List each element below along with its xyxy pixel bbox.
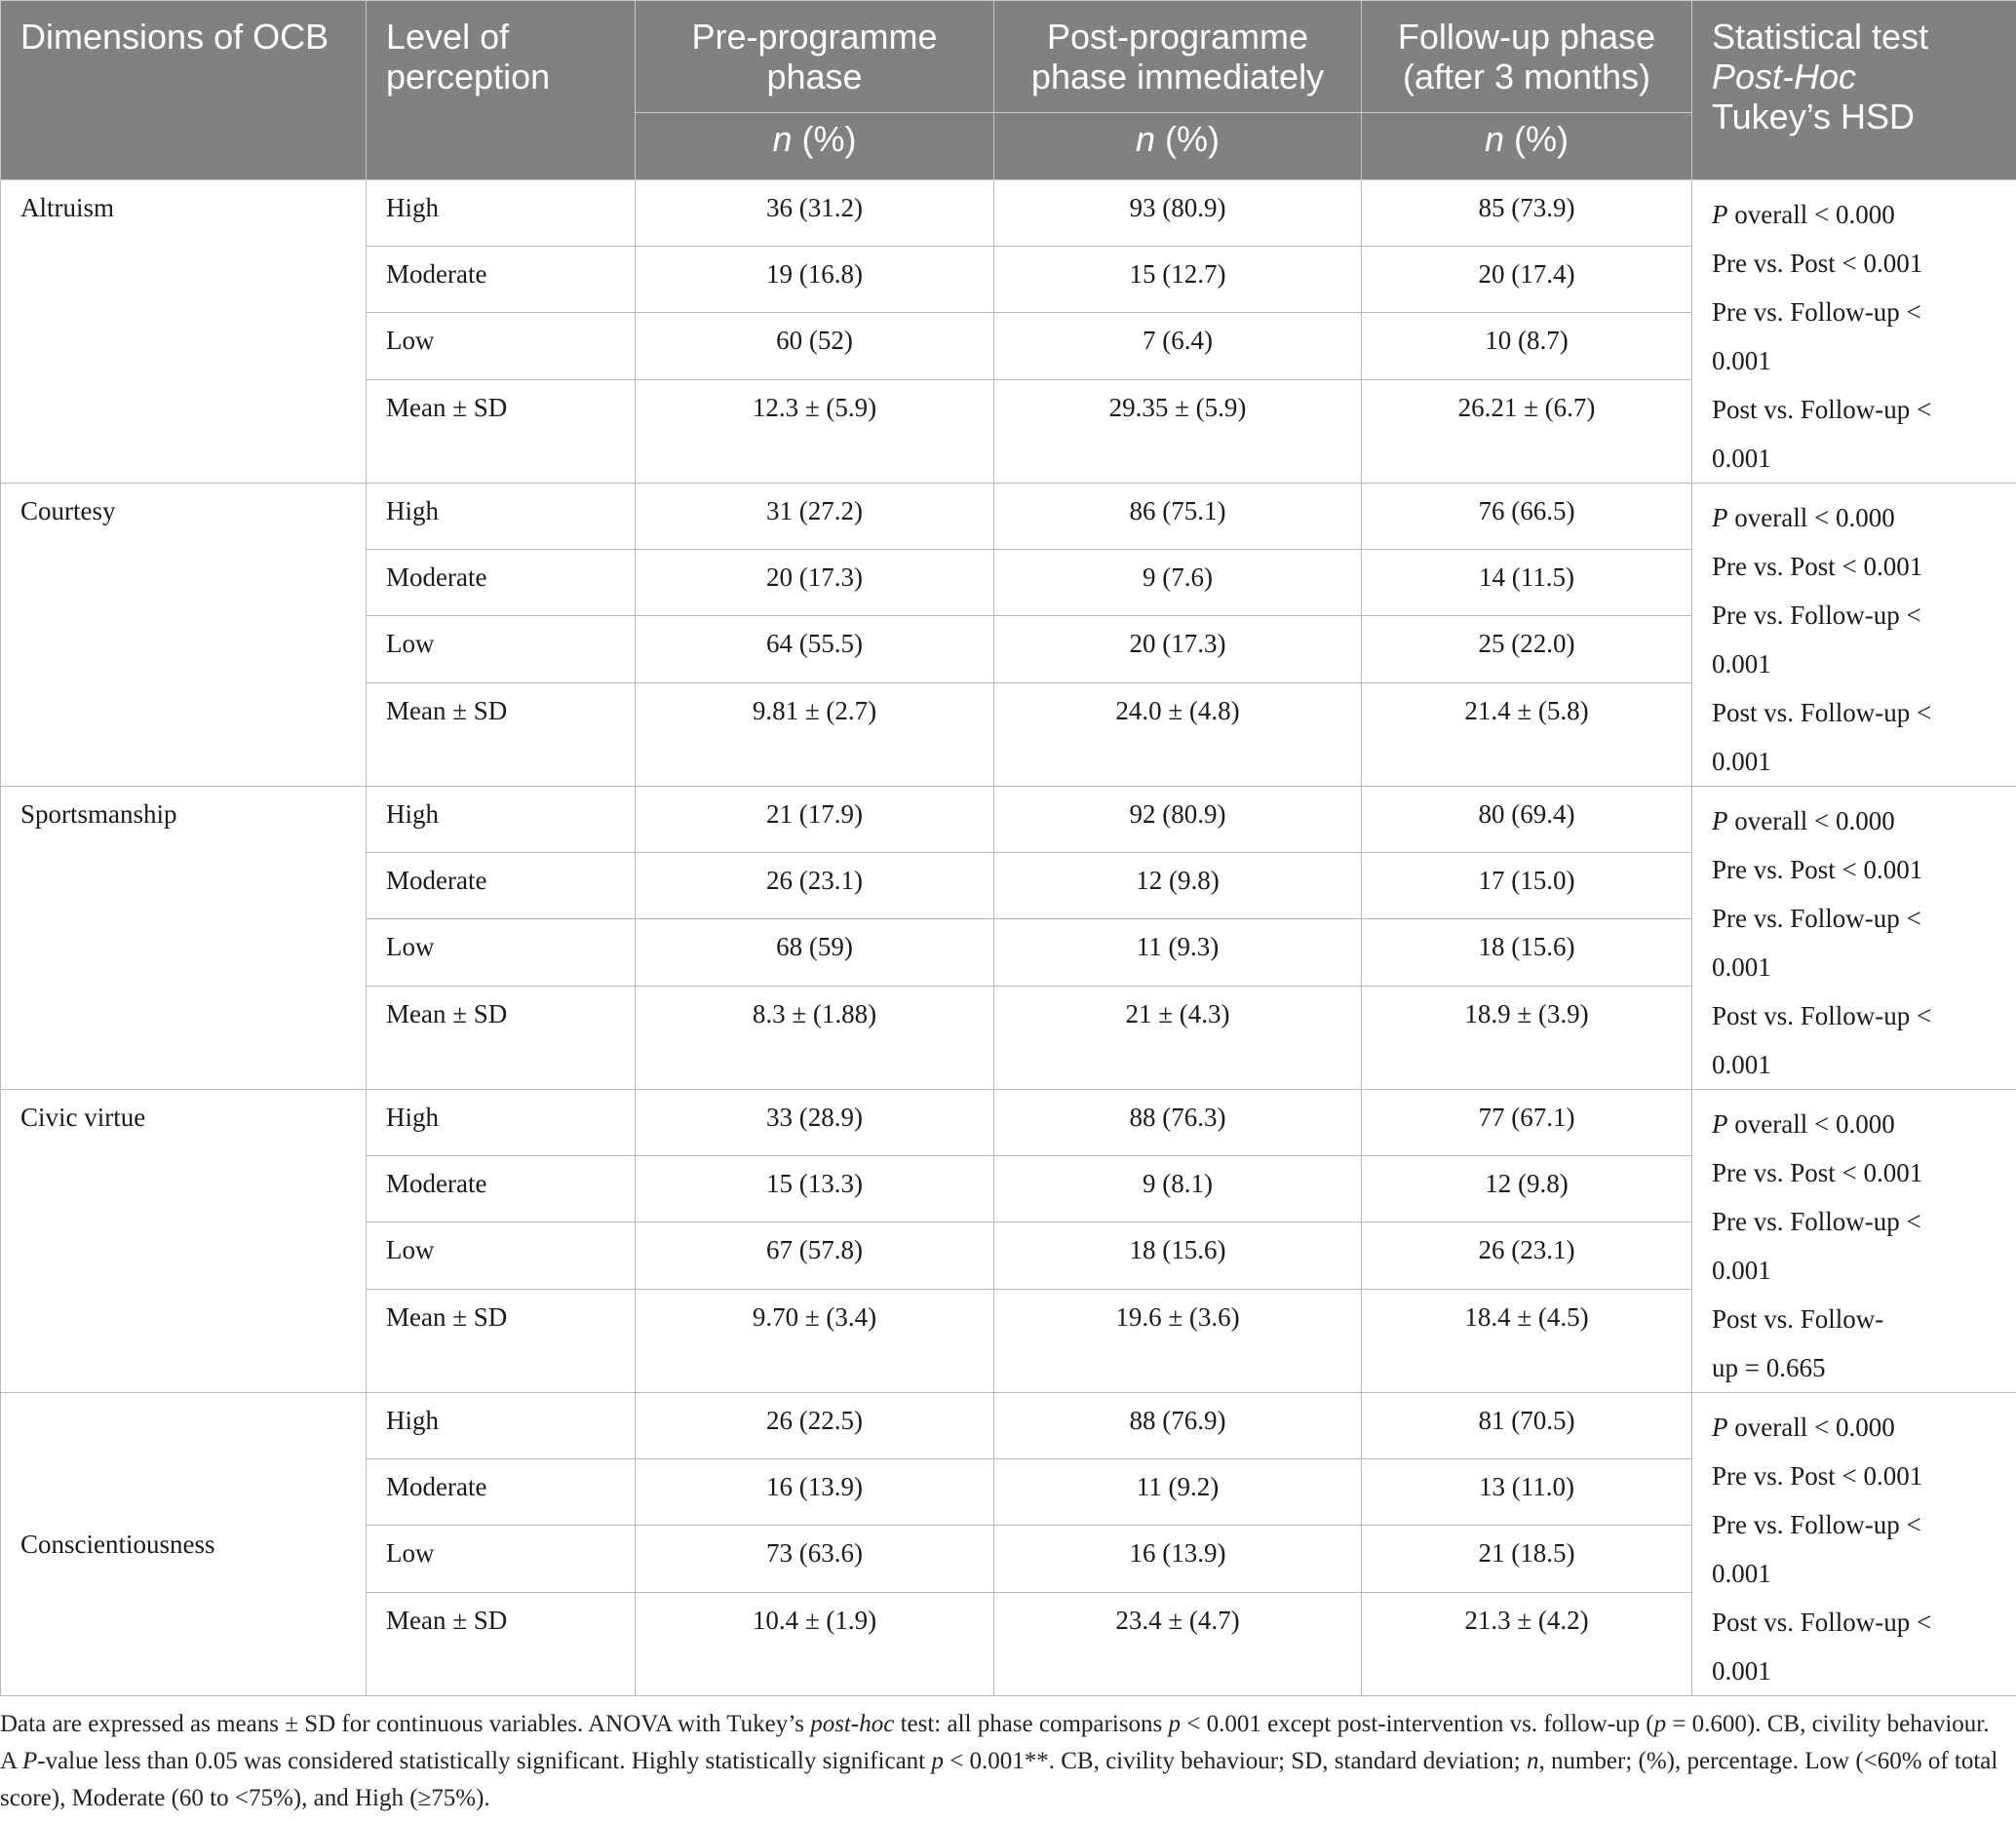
stat-line: 0.001 [1712,346,1771,375]
stat-test-cell [1692,1393,2016,1696]
level-cell: High [367,180,636,247]
stat-line [1712,1403,2002,1452]
stat-line-text: overall < 0.000 [1727,503,1895,532]
follow-value-cell: 81 (70.5) [1362,1393,1692,1459]
p-symbol: P [1712,1109,1728,1139]
footnote-text: = 0.600). CB, civility behaviour. A [0,1711,1990,1774]
pre-value-cell: 73 (63.6) [636,1526,994,1592]
pre-value-cell: 9.70 ± (3.4) [636,1289,994,1392]
pre-value-cell: 15 (13.3) [636,1156,994,1222]
stat-line-text: overall < 0.000 [1727,200,1895,229]
table-row [1,1393,2016,1459]
stat-line: Pre vs. Follow-up < [1712,297,1921,327]
table-body [1,180,2016,1696]
level-cell: Mean ± SD [367,379,636,483]
stat-line: Post vs. Follow-up < [1712,1608,1932,1637]
post-value-cell: 24.0 ± (4.8) [994,682,1362,786]
dimension-cell: Civic virtue [1,1090,367,1393]
stat-line-text: overall < 0.000 [1727,806,1895,835]
n-label: n [1135,119,1156,159]
follow-value-cell: 10 (8.7) [1362,313,1692,379]
stat-line: 0.001 [1712,444,1771,473]
follow-value-cell: 85 (73.9) [1362,180,1692,247]
follow-value-cell: 12 (9.8) [1362,1156,1692,1222]
post-value-cell: 11 (9.2) [994,1459,1362,1526]
post-value-cell: 11 (9.3) [994,919,1362,986]
post-value-cell: 15 (12.7) [994,247,1362,313]
follow-value-cell: 21.3 ± (4.2) [1362,1592,1692,1695]
stat-line: 0.001 [1712,649,1771,678]
stat-line: 0.001 [1712,1050,1771,1079]
table-row [1,180,2016,247]
post-value-cell: 7 (6.4) [994,313,1362,379]
header-dimensions: Dimensions of OCB [1,1,367,180]
post-value-cell: 92 (80.9) [994,787,1362,853]
stat-line: 0.001 [1712,952,1771,982]
footnote-italic: p [1168,1711,1182,1737]
pre-value-cell: 36 (31.2) [636,180,994,247]
stat-line: Pre vs. Follow-up < [1712,904,1921,933]
n-label: n [772,119,793,159]
pre-value-cell: 20 (17.3) [636,550,994,616]
level-cell: Mean ± SD [367,682,636,786]
follow-value-cell: 77 (67.1) [1362,1090,1692,1156]
stat-line: Pre vs. Follow-up < [1712,1510,1921,1539]
dimension-cell: Courtesy [1,484,367,787]
stat-line: Pre vs. Post < 0.001 [1712,1158,1923,1187]
stat-line: Pre vs. Post < 0.001 [1712,249,1923,278]
level-cell: Mean ± SD [367,1592,636,1695]
level-cell: High [367,1393,636,1459]
post-value-cell: 18 (15.6) [994,1222,1362,1289]
level-cell: Low [367,313,636,379]
post-value-cell: 12 (9.8) [994,853,1362,919]
stat-test-cell [1692,180,2016,484]
follow-value-cell: 21.4 ± (5.8) [1362,682,1692,786]
p-symbol: P [1712,806,1728,835]
n-label: n [1484,119,1505,159]
post-value-cell: 88 (76.9) [994,1393,1362,1459]
header-stat-line3: Tukey’s HSD [1712,97,1916,136]
level-cell: Mean ± SD [367,986,636,1089]
table-row [1,1090,2016,1156]
post-value-cell: 23.4 ± (4.7) [994,1592,1362,1695]
level-cell: High [367,1090,636,1156]
post-value-cell: 20 (17.3) [994,616,1362,682]
level-cell: Low [367,919,636,986]
follow-value-cell: 76 (66.5) [1362,484,1692,550]
header-level: Level of perception [367,1,636,180]
pre-value-cell: 31 (27.2) [636,484,994,550]
stat-line [1712,1100,2002,1148]
post-value-cell: 19.6 ± (3.6) [994,1289,1362,1392]
header-pre: Pre-programme phase [636,1,994,113]
footnote-italic: post-hoc [810,1711,895,1737]
pre-value-cell: 68 (59) [636,919,994,986]
level-cell: Moderate [367,247,636,313]
stat-test-cell [1692,484,2016,787]
p-symbol: P [1712,503,1728,532]
follow-value-cell: 18.4 ± (4.5) [1362,1289,1692,1392]
header-stat-line2: Post-Hoc [1712,57,1857,97]
level-cell: Moderate [367,1156,636,1222]
level-cell: Low [367,1222,636,1289]
stat-line: Pre vs. Post < 0.001 [1712,855,1923,884]
stat-line-text: overall < 0.000 [1727,1413,1895,1442]
footnote-italic: p [1653,1711,1667,1737]
stat-line: Post vs. Follow-up < [1712,395,1932,424]
follow-value-cell: 80 (69.4) [1362,787,1692,853]
level-cell: High [367,484,636,550]
level-cell: Moderate [367,853,636,919]
pct-label: (%) [1504,119,1570,159]
footnote-italic: p [931,1748,944,1774]
pre-value-cell: 60 (52) [636,313,994,379]
table-row [1,484,2016,550]
post-value-cell: 21 ± (4.3) [994,986,1362,1089]
footnote-italic: n [1526,1748,1539,1774]
table-header-row [1,1,2016,113]
p-symbol: P [1712,1413,1728,1442]
post-value-cell: 86 (75.1) [994,484,1362,550]
follow-value-cell: 14 (11.5) [1362,550,1692,616]
footnote-text: < 0.001 except post-intervention vs. follow-up ( [1181,1711,1654,1737]
footnote-italic: P [21,1748,38,1774]
stat-line [1712,493,2002,542]
stat-test-cell [1692,787,2016,1090]
pre-value-cell: 8.3 ± (1.88) [636,986,994,1089]
stat-line: Pre vs. Post < 0.001 [1712,552,1923,581]
level-cell: Moderate [367,1459,636,1526]
subheader-pre-n [636,113,994,180]
pre-value-cell: 67 (57.8) [636,1222,994,1289]
post-value-cell: 93 (80.9) [994,180,1362,247]
post-value-cell: 29.35 ± (5.9) [994,379,1362,483]
follow-value-cell: 26 (23.1) [1362,1222,1692,1289]
stat-line-text: overall < 0.000 [1727,1109,1895,1139]
follow-value-cell: 21 (18.5) [1362,1526,1692,1592]
follow-value-cell: 17 (15.0) [1362,853,1692,919]
stat-line: up = 0.665 [1712,1353,1826,1382]
stat-line [1712,796,2002,845]
pre-value-cell: 16 (13.9) [636,1459,994,1526]
level-cell: Moderate [367,550,636,616]
header-stat [1692,1,2016,180]
subheader-post-n [994,113,1362,180]
level-cell: High [367,787,636,853]
stat-line: 0.001 [1712,1256,1771,1285]
follow-value-cell: 18.9 ± (3.9) [1362,986,1692,1089]
pre-value-cell: 26 (23.1) [636,853,994,919]
pre-value-cell: 33 (28.9) [636,1090,994,1156]
table-row [1,787,2016,853]
footnote-text: < 0.001**. CB, civility behaviour; SD, standard deviation; [943,1748,1527,1774]
follow-value-cell: 13 (11.0) [1362,1459,1692,1526]
pre-value-cell: 9.81 ± (2.7) [636,682,994,786]
dimension-cell: Sportsmanship [1,787,367,1090]
level-cell: Low [367,1526,636,1592]
post-value-cell: 16 (13.9) [994,1526,1362,1592]
header-stat-line1: Statistical test [1712,17,1929,57]
stat-line: Pre vs. Follow-up < [1712,1207,1921,1236]
footnote-text: -value less than 0.05 was considered statistically significant. Highly statistically significant [37,1748,932,1774]
subheader-follow-n [1362,113,1692,180]
post-value-cell: 9 (7.6) [994,550,1362,616]
dimension-cell: Conscientiousness [1,1393,367,1696]
post-value-cell: 88 (76.3) [994,1090,1362,1156]
footnote-text: Data are expressed as means ± SD for continuous variables. ANOVA with Tukey’s [0,1711,811,1737]
pre-value-cell: 19 (16.8) [636,247,994,313]
pct-label: (%) [792,119,857,159]
pre-value-cell: 12.3 ± (5.9) [636,379,994,483]
dimension-cell: Altruism [1,180,367,484]
follow-value-cell: 18 (15.6) [1362,919,1692,986]
stat-line: Pre vs. Follow-up < [1712,601,1921,630]
level-cell: Low [367,616,636,682]
stat-line: 0.001 [1712,747,1771,776]
stat-line: 0.001 [1712,1656,1771,1686]
follow-value-cell: 26.21 ± (6.7) [1362,379,1692,483]
post-value-cell: 9 (8.1) [994,1156,1362,1222]
stat-line: Post vs. Follow- [1712,1304,1884,1334]
follow-value-cell: 20 (17.4) [1362,247,1692,313]
level-cell: Mean ± SD [367,1289,636,1392]
stat-test-cell [1692,1090,2016,1393]
table-footnote [0,1706,2008,1817]
stat-line [1712,190,2002,239]
stat-line: Post vs. Follow-up < [1712,698,1932,727]
stat-line: Post vs. Follow-up < [1712,1001,1932,1030]
stat-line: Pre vs. Post < 0.001 [1712,1461,1923,1491]
header-post: Post-programme phase immediately [994,1,1362,113]
pre-value-cell: 10.4 ± (1.9) [636,1592,994,1695]
pct-label: (%) [1155,119,1221,159]
stat-line: 0.001 [1712,1559,1771,1588]
p-symbol: P [1712,200,1728,229]
pre-value-cell: 26 (22.5) [636,1393,994,1459]
header-follow: Follow-up phase (after 3 months) [1362,1,1692,113]
footnote-text: , number; (%), percentage. Low (<60% of total score), Moderate (60 to <75%), and High (≥75%). [0,1748,1998,1811]
pre-value-cell: 21 (17.9) [636,787,994,853]
follow-value-cell: 25 (22.0) [1362,616,1692,682]
footnote-text: test: all phase comparisons [894,1711,1169,1737]
pre-value-cell: 64 (55.5) [636,616,994,682]
